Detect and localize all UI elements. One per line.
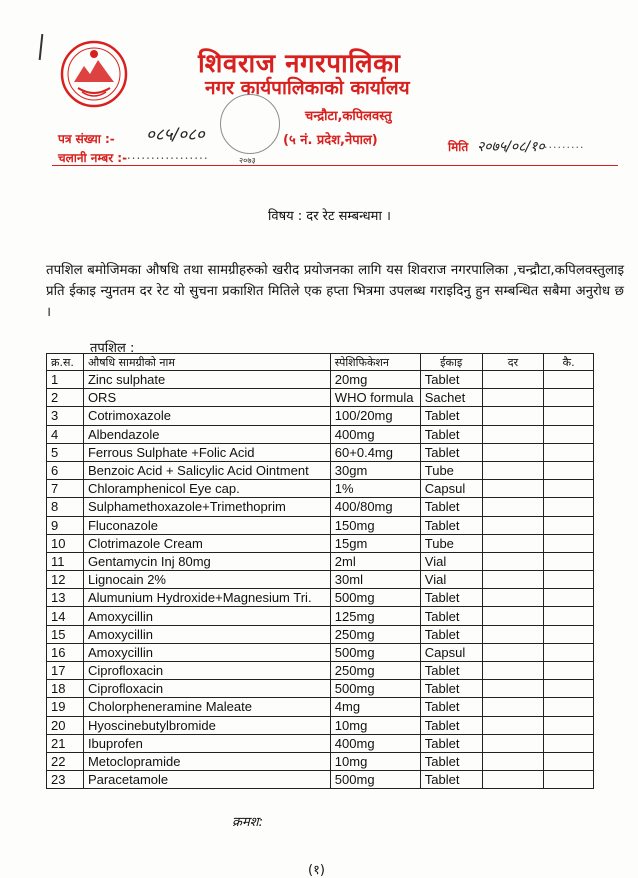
- cell-rate: [482, 389, 544, 407]
- cell-remarks: [544, 625, 594, 643]
- cell-rate: [482, 552, 544, 570]
- col-header-remarks: कै.: [544, 354, 594, 371]
- cell-sn: 19: [47, 698, 84, 716]
- cell-rate: [482, 589, 544, 607]
- cell-unit: Tablet: [420, 680, 482, 698]
- cell-unit: Tablet: [420, 716, 482, 734]
- cell-rate: [482, 371, 544, 389]
- cell-medicine-name: Alumunium Hydroxide+Magnesium Tri.: [83, 589, 330, 607]
- table-row: [47, 534, 594, 552]
- cell-rate: [482, 625, 544, 643]
- cell-remarks: [544, 461, 594, 479]
- cell-specification: 100/20mg: [330, 407, 420, 425]
- cell-remarks: [544, 716, 594, 734]
- cell-specification: 20mg: [330, 371, 420, 389]
- address-line-2: (५ नं. प्रदेश,नेपाल): [283, 133, 378, 148]
- cell-rate: [482, 516, 544, 534]
- cell-remarks: [544, 480, 594, 498]
- date-value: २०७५/०८/१०: [477, 139, 545, 155]
- cell-rate: [482, 716, 544, 734]
- cell-specification: 500mg: [330, 643, 420, 661]
- cell-unit: Capsul: [420, 643, 482, 661]
- table-row: [47, 643, 594, 661]
- cell-remarks: [544, 680, 594, 698]
- date-blank: .........: [544, 138, 585, 151]
- cell-remarks: [544, 734, 594, 752]
- col-header-unit: ईकाइ: [420, 354, 482, 371]
- cell-medicine-name: Ferrous Sulphate +Folic Acid: [83, 443, 330, 461]
- cell-unit: Tablet: [420, 625, 482, 643]
- cell-unit: Tablet: [420, 425, 482, 443]
- cell-unit: Tube: [420, 534, 482, 552]
- cell-medicine-name: Albendazole: [83, 425, 330, 443]
- notice-body: तपशिल बमोजिमका औषधि तथा सामग्रीहरुको खरीद प्रयोजनका लागि यस शिवराज नगरपालिका ,चन्द्रौटा,कपिलवस्तुलाइ प्रति ईकाइ न्युनतम दर रेट यो सुचना प्रकाशित मितिले एक हप्ता भित्रमा उपलब्ध गराइदिनु हुन सम्बन्धित सबैमा अनुरोध छ ।: [46, 263, 624, 320]
- dispatch-number-blank: ..................: [122, 148, 209, 162]
- cell-sn: 23: [47, 771, 84, 789]
- cell-remarks: [544, 589, 594, 607]
- cell-sn: 20: [47, 716, 84, 734]
- cell-remarks: [544, 571, 594, 589]
- cell-sn: 17: [47, 662, 84, 680]
- address-line-1: चन्द्रौटा,कपिलवस्तु: [305, 109, 392, 124]
- cell-unit: Tube: [420, 461, 482, 479]
- cell-sn: 9: [47, 516, 84, 534]
- cell-specification: 150mg: [330, 516, 420, 534]
- cell-remarks: [544, 643, 594, 661]
- cell-sn: 18: [47, 680, 84, 698]
- table-row: [47, 571, 594, 589]
- cell-specification: 500mg: [330, 680, 420, 698]
- cell-medicine-name: Metoclopramide: [83, 752, 330, 770]
- table-row: [47, 771, 594, 789]
- subject-line: विषय : दर रेट सम्बन्धमा ।: [268, 209, 391, 224]
- table-row: [47, 516, 594, 534]
- cell-sn: 2: [47, 389, 84, 407]
- cell-rate: [482, 662, 544, 680]
- table-row: [47, 625, 594, 643]
- cell-rate: [482, 698, 544, 716]
- cell-unit: Vial: [420, 571, 482, 589]
- cell-medicine-name: Ibuprofen: [83, 734, 330, 752]
- cell-specification: 400mg: [330, 734, 420, 752]
- cell-sn: 13: [47, 589, 84, 607]
- cell-remarks: [544, 425, 594, 443]
- cell-sn: 22: [47, 752, 84, 770]
- cell-medicine-name: Amoxycillin: [83, 607, 330, 625]
- cell-specification: 500mg: [330, 589, 420, 607]
- cell-unit: Tablet: [420, 752, 482, 770]
- continued-note: क्रमश:: [232, 815, 263, 830]
- office-seal-stamp: [220, 94, 280, 154]
- cell-sn: 14: [47, 607, 84, 625]
- cell-sn: 11: [47, 552, 84, 570]
- cell-specification: 500mg: [330, 771, 420, 789]
- cell-specification: 125mg: [330, 607, 420, 625]
- cell-remarks: [544, 698, 594, 716]
- cell-medicine-name: Clotrimazole Cream: [83, 534, 330, 552]
- cell-sn: 8: [47, 498, 84, 516]
- cell-remarks: [544, 534, 594, 552]
- cell-unit: Tablet: [420, 498, 482, 516]
- reference-number-value: ०८५/०८०: [146, 125, 205, 145]
- cell-specification: 30gm: [330, 461, 420, 479]
- cell-medicine-name: Cholorpheneramine Maleate: [83, 698, 330, 716]
- table-row: [47, 407, 594, 425]
- table-row: [47, 480, 594, 498]
- cell-medicine-name: Paracetamole: [83, 771, 330, 789]
- cell-sn: 15: [47, 625, 84, 643]
- cell-medicine-name: Lignocain 2%: [83, 571, 330, 589]
- cell-rate: [482, 498, 544, 516]
- cell-remarks: [544, 662, 594, 680]
- seal-year: २०७३: [239, 156, 256, 165]
- cell-medicine-name: Gentamycin Inj 80mg: [83, 552, 330, 570]
- medicine-rate-table: [46, 353, 594, 789]
- cell-rate: [482, 680, 544, 698]
- dispatch-number-label: चलानी नम्बर :-: [58, 151, 128, 165]
- cell-unit: Tablet: [420, 407, 482, 425]
- date-label: मिति: [448, 140, 469, 154]
- table-row: [47, 371, 594, 389]
- cell-specification: 400mg: [330, 425, 420, 443]
- cell-medicine-name: Ciprofloxacin: [83, 680, 330, 698]
- letterhead-divider: [52, 165, 618, 166]
- cell-specification: 60+0.4mg: [330, 443, 420, 461]
- cell-medicine-name: Cotrimoxazole: [83, 407, 330, 425]
- table-row: [47, 716, 594, 734]
- municipality-name: शिवराज नगरपालिका: [198, 49, 401, 79]
- cell-medicine-name: Sulphamethoxazole+Trimethoprim: [83, 498, 330, 516]
- col-header-sn: क्र.स.: [47, 354, 84, 371]
- cell-rate: [482, 734, 544, 752]
- cell-sn: 7: [47, 480, 84, 498]
- cell-specification: 250mg: [330, 625, 420, 643]
- office-name: नगर कार्यपालिकाको कार्यालय: [205, 77, 410, 99]
- cell-rate: [482, 443, 544, 461]
- table-row: [47, 698, 594, 716]
- cell-sn: 1: [47, 371, 84, 389]
- cell-medicine-name: ORS: [83, 389, 330, 407]
- cell-medicine-name: Chloramphenicol Eye cap.: [83, 480, 330, 498]
- cell-remarks: [544, 516, 594, 534]
- cell-remarks: [544, 498, 594, 516]
- table-row: [47, 680, 594, 698]
- reference-number-label: पत्र संख्या :-: [58, 132, 115, 146]
- cell-unit: Tablet: [420, 589, 482, 607]
- cell-unit: Tablet: [420, 734, 482, 752]
- cell-medicine-name: Zinc sulphate: [83, 371, 330, 389]
- cell-unit: Vial: [420, 552, 482, 570]
- table-row: [47, 425, 594, 443]
- cell-unit: Tablet: [420, 698, 482, 716]
- cell-remarks: [544, 607, 594, 625]
- page-number: (१): [308, 863, 325, 878]
- list-heading: तपशिल :: [90, 341, 135, 356]
- cell-sn: 10: [47, 534, 84, 552]
- table-row: [47, 461, 594, 479]
- table-row: [47, 734, 594, 752]
- cell-medicine-name: Ciprofloxacin: [83, 662, 330, 680]
- cell-unit: Tablet: [420, 662, 482, 680]
- cell-unit: Sachet: [420, 389, 482, 407]
- table-header-row: [47, 354, 594, 371]
- cell-medicine-name: Amoxycillin: [83, 643, 330, 661]
- cell-remarks: [544, 552, 594, 570]
- cell-rate: [482, 407, 544, 425]
- cell-specification: 15gm: [330, 534, 420, 552]
- cell-remarks: [544, 389, 594, 407]
- cell-sn: 16: [47, 643, 84, 661]
- cell-unit: Tablet: [420, 607, 482, 625]
- col-header-name: औषधि सामग्रीको नाम: [83, 354, 330, 371]
- cell-rate: [482, 643, 544, 661]
- cell-unit: Tablet: [420, 516, 482, 534]
- cell-specification: 10mg: [330, 752, 420, 770]
- cell-remarks: [544, 771, 594, 789]
- cell-specification: 30ml: [330, 571, 420, 589]
- cell-unit: Tablet: [420, 771, 482, 789]
- cell-remarks: [544, 443, 594, 461]
- table-row: [47, 389, 594, 407]
- cell-rate: [482, 480, 544, 498]
- table-row: [47, 589, 594, 607]
- cell-specification: 400/80mg: [330, 498, 420, 516]
- cell-remarks: [544, 752, 594, 770]
- table-row: [47, 443, 594, 461]
- cell-remarks: [544, 407, 594, 425]
- cell-unit: Tablet: [420, 443, 482, 461]
- cell-sn: 5: [47, 443, 84, 461]
- cell-rate: [482, 425, 544, 443]
- cell-specification: 250mg: [330, 662, 420, 680]
- cell-medicine-name: Hyoscinebutylbromide: [83, 716, 330, 734]
- pen-mark: [39, 34, 44, 60]
- cell-sn: 12: [47, 571, 84, 589]
- cell-specification: WHO formula: [330, 389, 420, 407]
- cell-specification: 4mg: [330, 698, 420, 716]
- nepal-government-emblem-icon: [60, 40, 128, 108]
- table-row: [47, 552, 594, 570]
- cell-specification: 10mg: [330, 716, 420, 734]
- cell-unit: Capsul: [420, 480, 482, 498]
- cell-rate: [482, 571, 544, 589]
- cell-specification: 2ml: [330, 552, 420, 570]
- cell-specification: 1%: [330, 480, 420, 498]
- col-header-rate: दर: [482, 354, 544, 371]
- cell-sn: 6: [47, 461, 84, 479]
- table-row: [47, 607, 594, 625]
- cell-sn: 3: [47, 407, 84, 425]
- cell-rate: [482, 752, 544, 770]
- cell-remarks: [544, 371, 594, 389]
- table-row: [47, 662, 594, 680]
- cell-rate: [482, 461, 544, 479]
- cell-rate: [482, 771, 544, 789]
- cell-sn: 4: [47, 425, 84, 443]
- cell-medicine-name: Amoxycillin: [83, 625, 330, 643]
- cell-rate: [482, 607, 544, 625]
- cell-medicine-name: Benzoic Acid + Salicylic Acid Ointment: [83, 461, 330, 479]
- table-row: [47, 498, 594, 516]
- cell-medicine-name: Fluconazole: [83, 516, 330, 534]
- cell-rate: [482, 534, 544, 552]
- cell-unit: Tablet: [420, 371, 482, 389]
- cell-sn: 21: [47, 734, 84, 752]
- col-header-specification: स्पेशिफिकेशन: [330, 354, 420, 371]
- table-row: [47, 752, 594, 770]
